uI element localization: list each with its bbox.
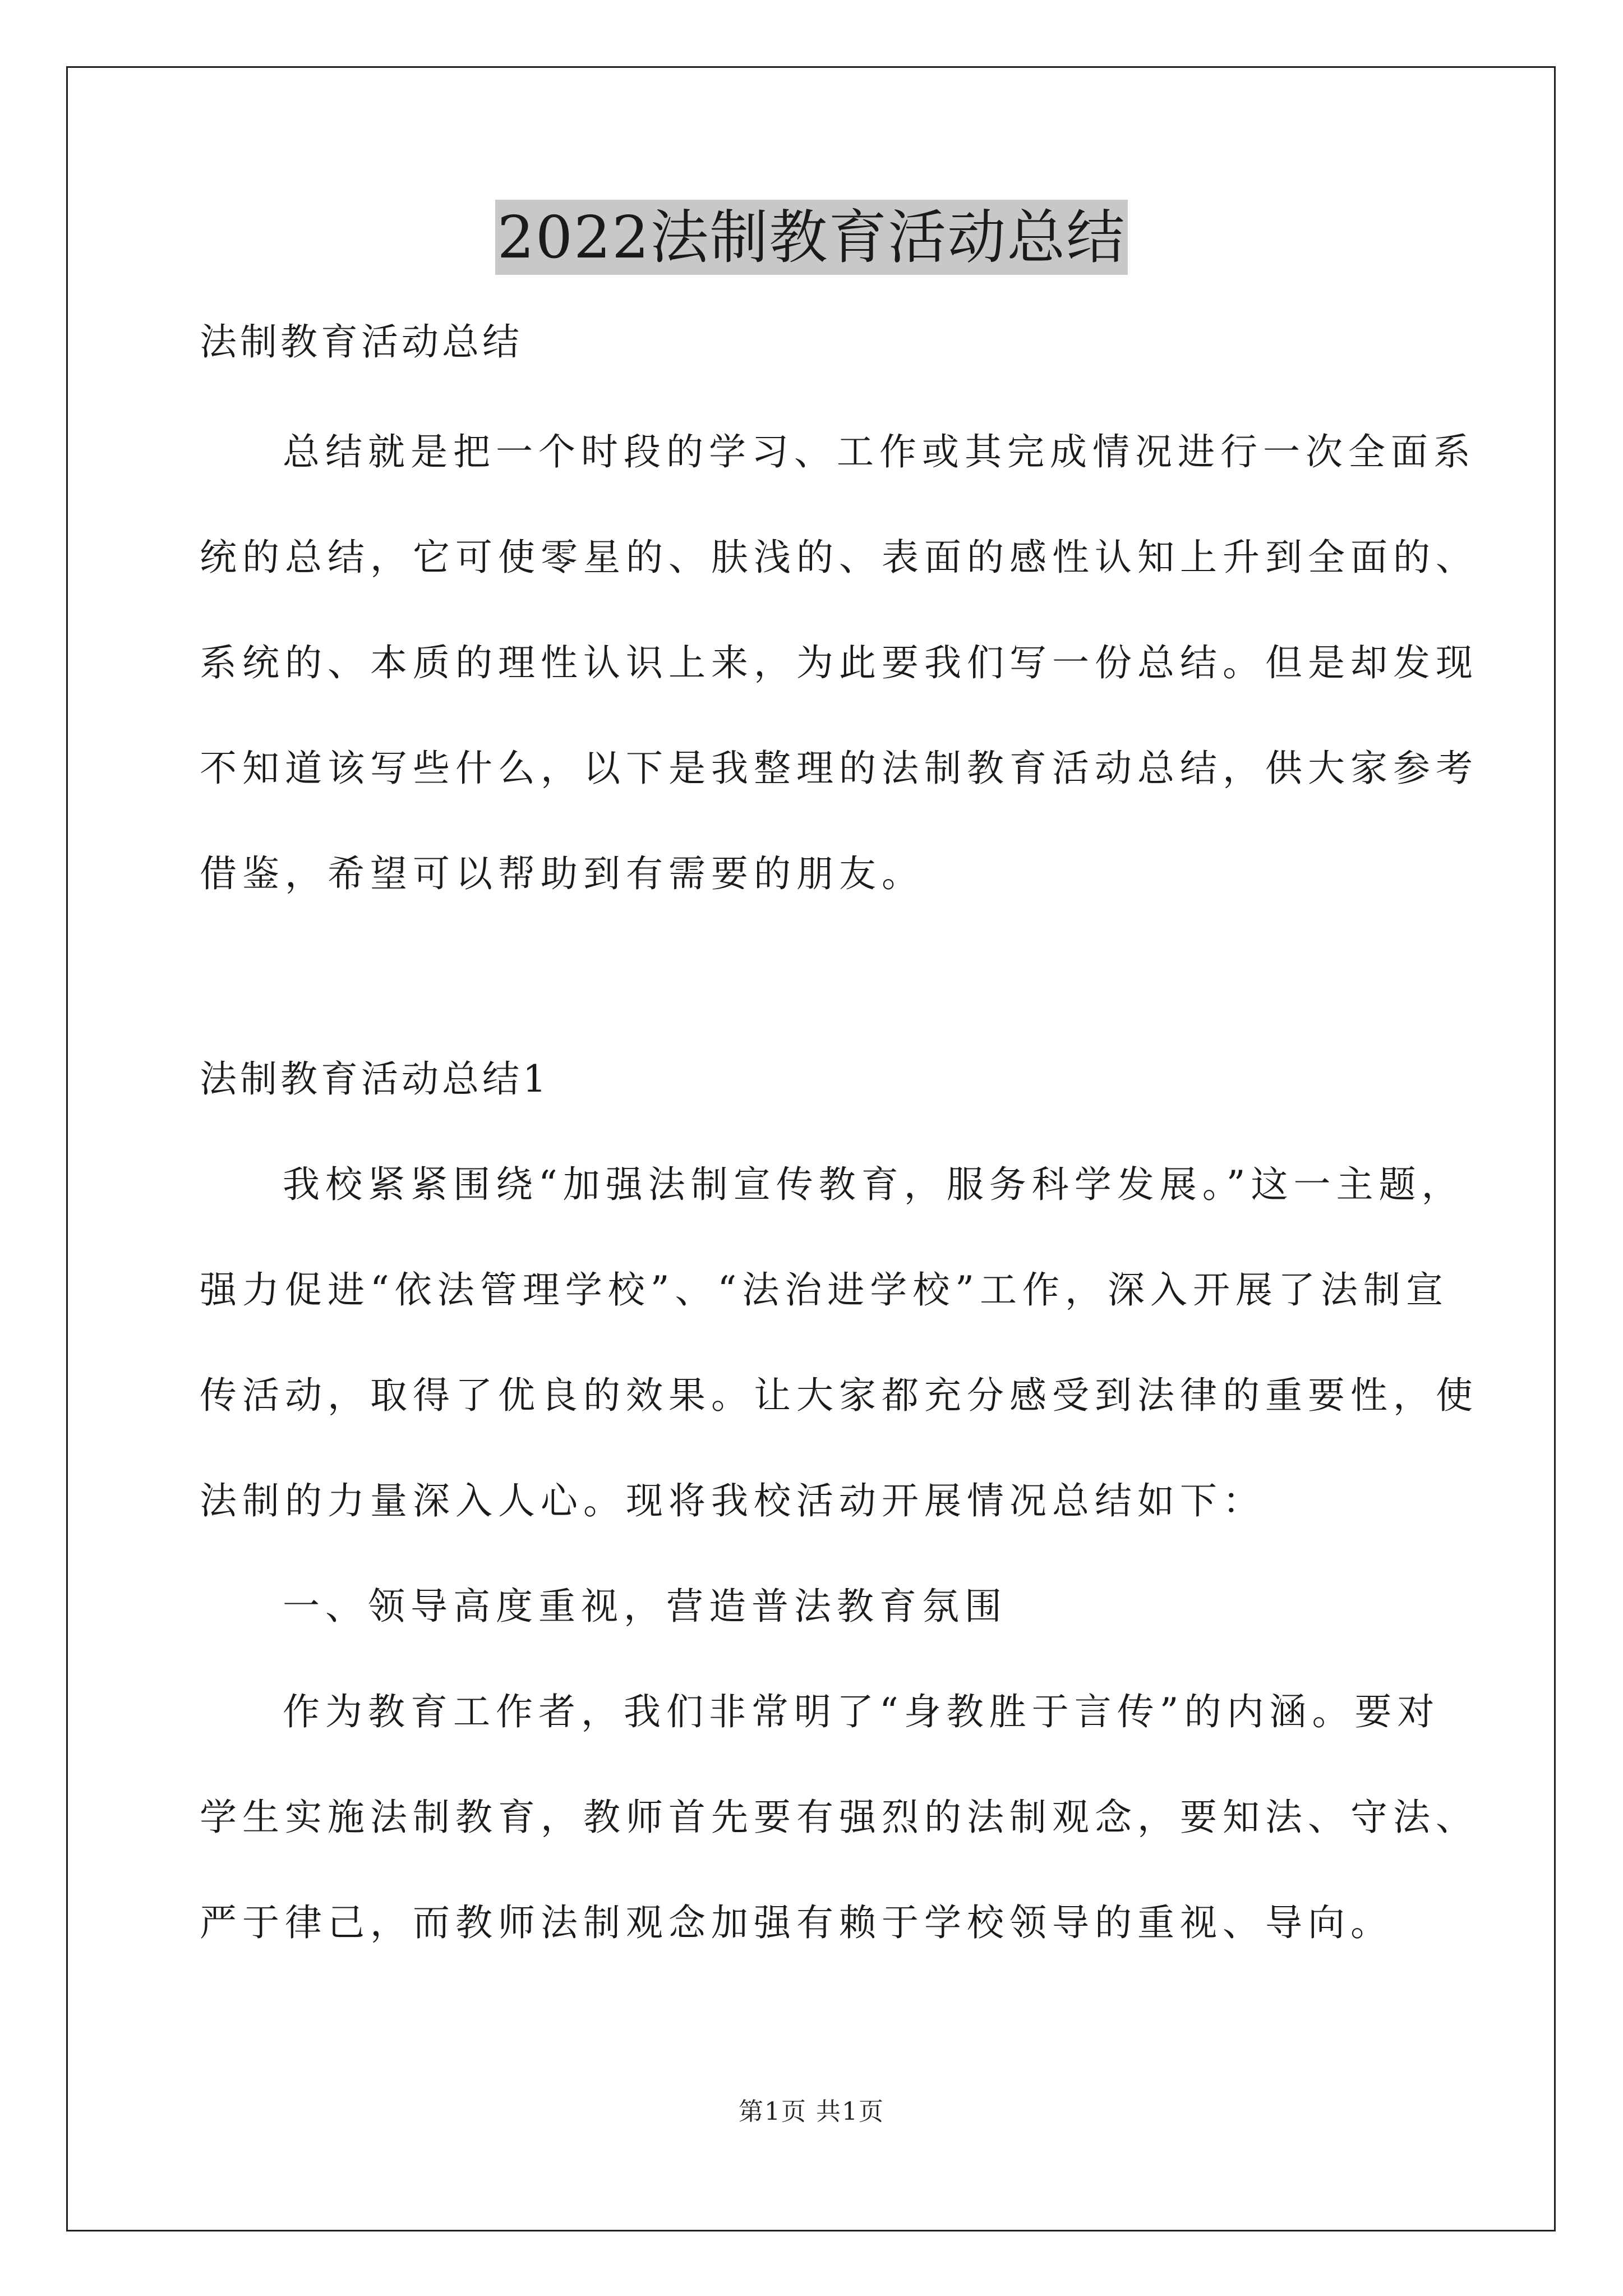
paragraph-line: 严于律己，而教师法制观念加强有赖于学校领导的重视、导向。	[200, 1901, 1393, 1944]
paragraph-line: 借鉴，希望可以帮助到有需要的朋友。	[200, 852, 924, 895]
paragraph-line: 总结就是把一个时段的学习、工作或其完成情况进行一次全面系	[283, 430, 1476, 473]
page-footer: 第1页 共1页	[739, 2097, 884, 2126]
paragraph-line: 学生实施法制教育，教师首先要有强烈的法制观念，要知法、守法、	[200, 1796, 1478, 1839]
paragraph-line: 传活动，取得了优良的效果。让大家都充分感受到法律的重要性，使	[200, 1374, 1478, 1417]
paragraph-line: 作为教育工作者，我们非常明了“身教胜于言传”的内涵。要对	[283, 1690, 1440, 1733]
section1-paragraph	[200, 1157, 1478, 1579]
paragraph-line: 强力促进“依法管理学校”、“法治进学校”工作，深入开展了法制宣	[200, 1268, 1449, 1312]
intro-paragraph	[200, 424, 1478, 951]
paragraph-line: 系统的、本质的理性认识上来，为此要我们写一份总结。但是却发现	[200, 641, 1478, 684]
document-title: 2022法制教育活动总结	[495, 200, 1128, 275]
point-heading: 一、领导高度重视，营造普法教育氛围	[283, 1585, 1007, 1628]
document-body	[200, 314, 1478, 2000]
paragraph-line: 不知道该写些什么，以下是我整理的法制教育活动总结，供大家参考	[200, 747, 1478, 790]
section1-paragraph-2	[200, 1684, 1478, 2000]
paragraph-line: 统的总结，它可使零星的、肤浅的、表面的感性认知上升到全面的、	[200, 536, 1478, 579]
title-container	[0, 200, 1623, 275]
paragraph-line: 法制的力量深入人心。现将我校活动开展情况总结如下：	[200, 1479, 1265, 1522]
section-heading: 法制教育活动总结1	[200, 1057, 550, 1101]
spacer	[200, 951, 1450, 1051]
document-subtitle: 法制教育活动总结	[200, 320, 523, 364]
paragraph-line: 我校紧紧围绕“加强法制宣传教育，服务科学发展。”这一主题，	[283, 1163, 1464, 1206]
point-heading-block	[200, 1579, 1450, 1684]
